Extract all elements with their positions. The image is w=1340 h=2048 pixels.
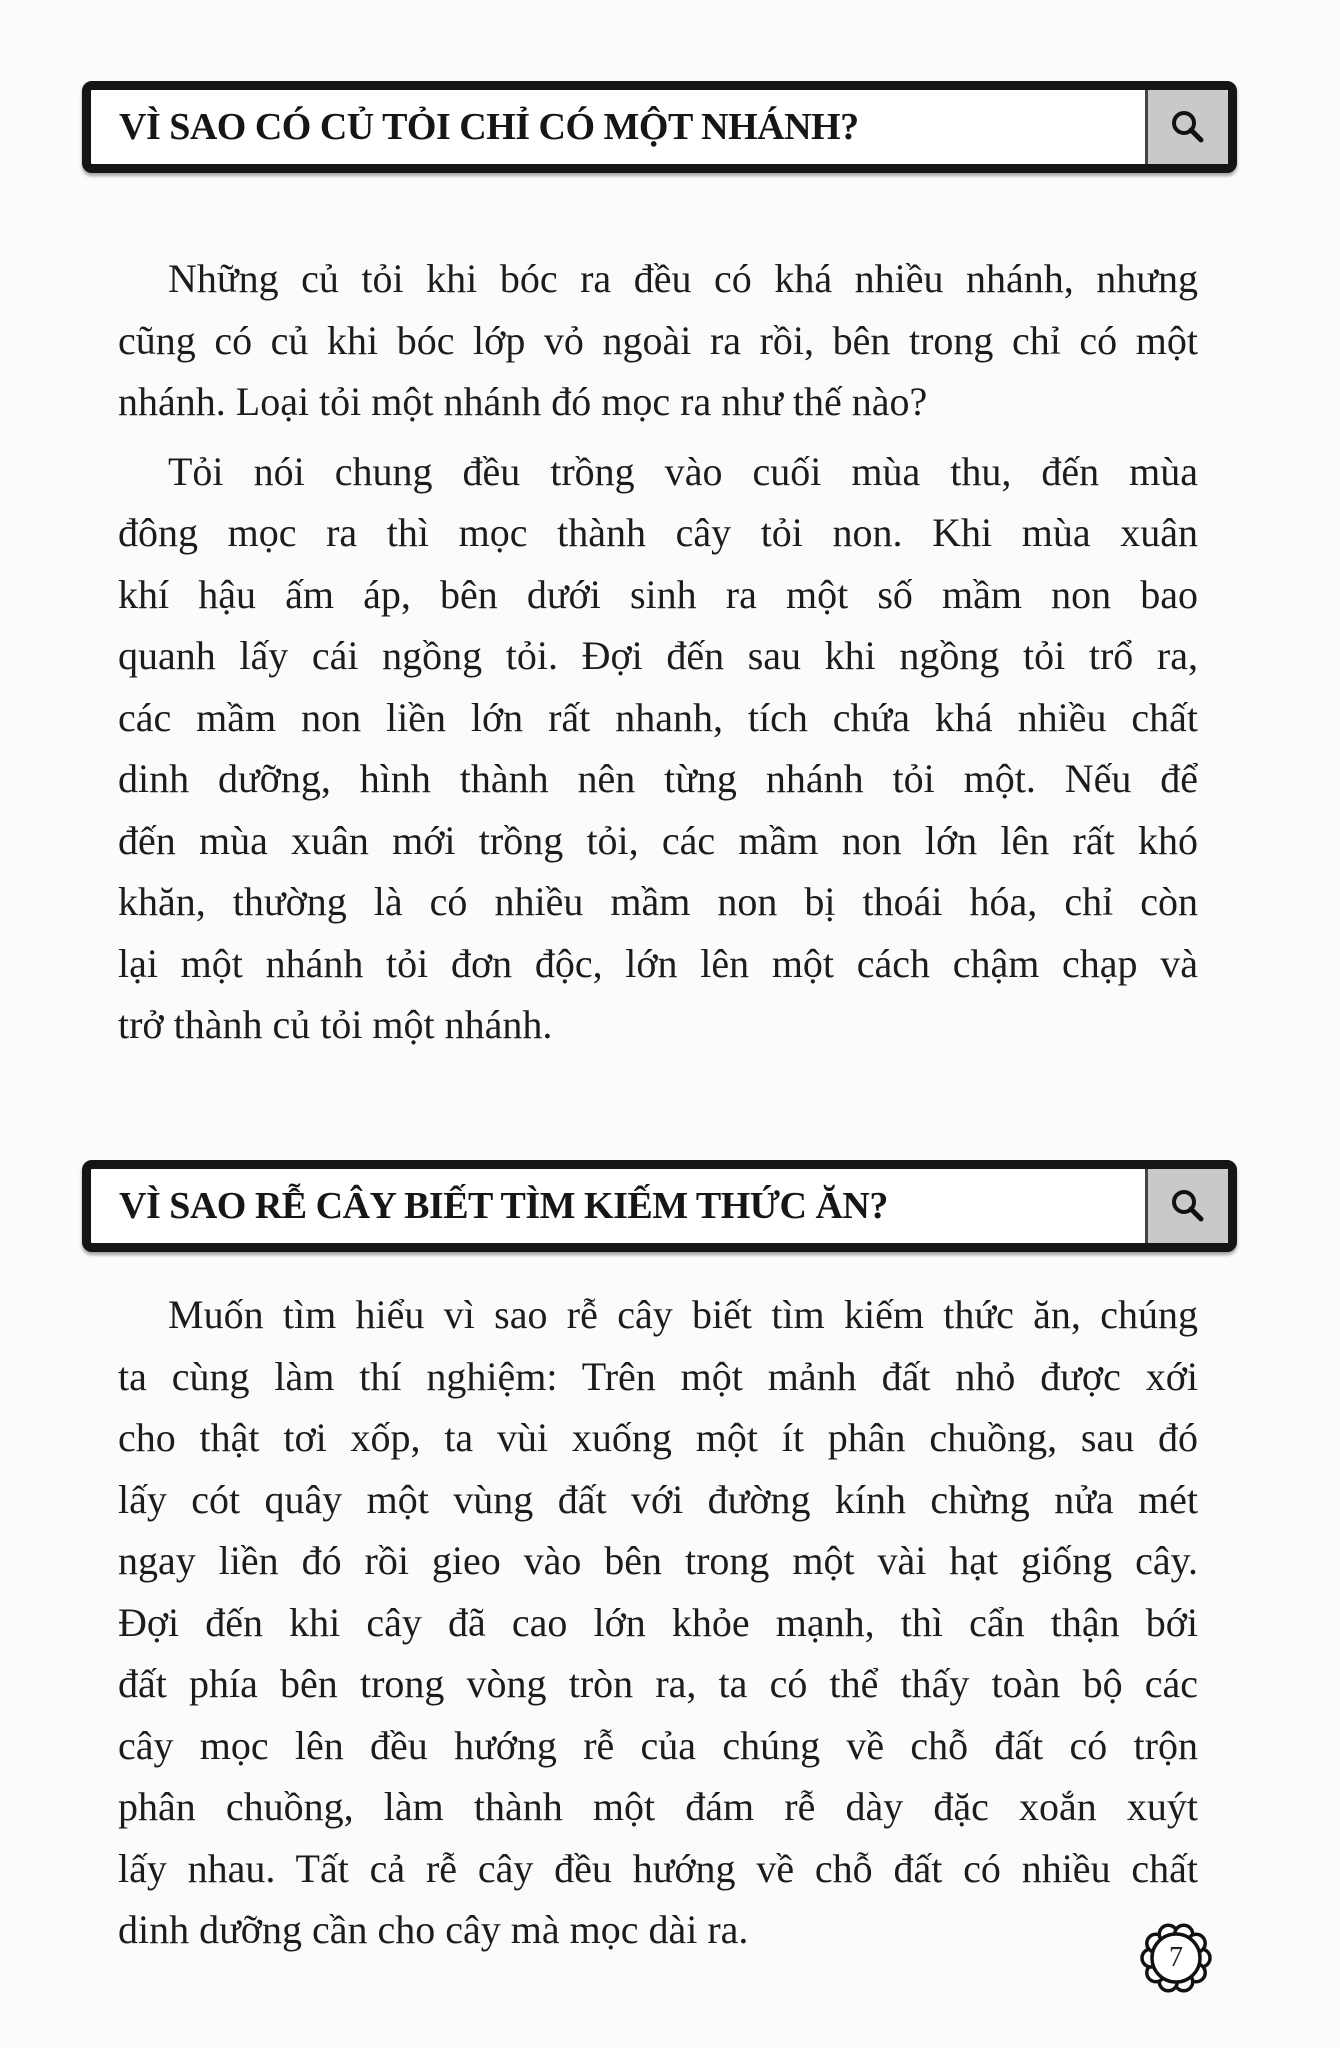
text-line: lấy nhau. Tất cả rễ cây đều hướng về chỗ đất có nhiều chất <box>118 1845 1198 1891</box>
text-line: ngay liền đó rồi gieo vào bên trong một vài hạt giống cây. <box>118 1538 1198 1583</box>
text-line: ta cùng làm thí nghiệm: Trên một mảnh đất nhỏ được xới <box>118 1353 1198 1399</box>
text-line: đất phía bên trong vòng tròn ra, ta có thể thấy toàn bộ các <box>118 1661 1198 1706</box>
text-line: Muốn tìm hiểu vì sao rễ cây biết tìm kiếm thức ăn, chúng <box>168 1292 1198 1337</box>
text-line: các mầm non liền lớn rất nhanh, tích chứa khá nhiều chất <box>118 694 1198 740</box>
paragraph <box>118 441 1198 1056</box>
text-line: trở thành củ tỏi một nhánh. <box>118 1002 553 1047</box>
section-heading: VÌ SAO RỄ CÂY BIẾT TÌM KIẾM THỨC ĂN? <box>119 1185 888 1227</box>
text-line: cây mọc lên đều hướng rễ của chúng về chỗ đất có trộn <box>118 1722 1198 1768</box>
text-line: dinh dưỡng cần cho cây mà mọc dài ra. <box>118 1907 749 1952</box>
text-line: lấy cót quây một vùng đất với đường kính chừng nửa mét <box>118 1476 1198 1522</box>
paragraph <box>118 248 1198 433</box>
text-line: quanh lấy cái ngồng tỏi. Đợi đến sau khi ngồng tỏi trổ ra, <box>118 633 1198 678</box>
section-heading-box <box>82 1160 1237 1252</box>
text-line: cũng có củ khi bóc lớp vỏ ngoài ra rồi, bên trong chỉ có một <box>118 317 1198 363</box>
text-line: cho thật tơi xốp, ta vùi xuống một ít phân chuồng, sau đó <box>118 1415 1198 1460</box>
search-button <box>1145 1169 1228 1243</box>
section-heading-box <box>82 81 1237 173</box>
text-line: phân chuồng, làm thành một đám rễ dày đặc xoắn xuýt <box>118 1784 1198 1829</box>
text-line: nhánh. Loại tỏi một nhánh đó mọc ra như thế nào? <box>118 379 928 424</box>
text-line: lại một nhánh tỏi đơn độc, lớn lên một cách chậm chạp và <box>118 940 1198 986</box>
search-button <box>1145 90 1228 164</box>
text-line: khí hậu ấm áp, bên dưới sinh ra một số mầm non bao <box>118 571 1198 617</box>
page-number: 7 <box>1169 1942 1183 1973</box>
text-line: Tỏi nói chung đều trồng vào cuối mùa thu, đến mùa <box>168 448 1198 494</box>
section-heading: VÌ SAO CÓ CỦ TỎI CHỈ CÓ MỘT NHÁNH? <box>119 106 859 148</box>
text-line: khăn, thường là có nhiều mầm non bị thoái hóa, chỉ còn <box>118 879 1198 924</box>
text-line: Những củ tỏi khi bóc ra đều có khá nhiều nhánh, nhưng <box>168 256 1198 301</box>
page-number-badge <box>1140 1922 1212 1994</box>
search-icon <box>1168 1186 1208 1226</box>
section-1-body <box>118 248 1198 1056</box>
section-2-body <box>118 1284 1198 1961</box>
text-line: dinh dưỡng, hình thành nên từng nhánh tỏi một. Nếu để <box>118 756 1198 801</box>
search-icon <box>1168 107 1208 147</box>
text-line: đông mọc ra thì mọc thành cây tỏi non. Khi mùa xuân <box>118 510 1198 555</box>
text-line: Đợi đến khi cây đã cao lớn khỏe mạnh, thì cẩn thận bới <box>118 1599 1198 1645</box>
text-line: đến mùa xuân mới trồng tỏi, các mầm non lớn lên rất khó <box>118 817 1198 863</box>
paragraph <box>118 1284 1198 1961</box>
